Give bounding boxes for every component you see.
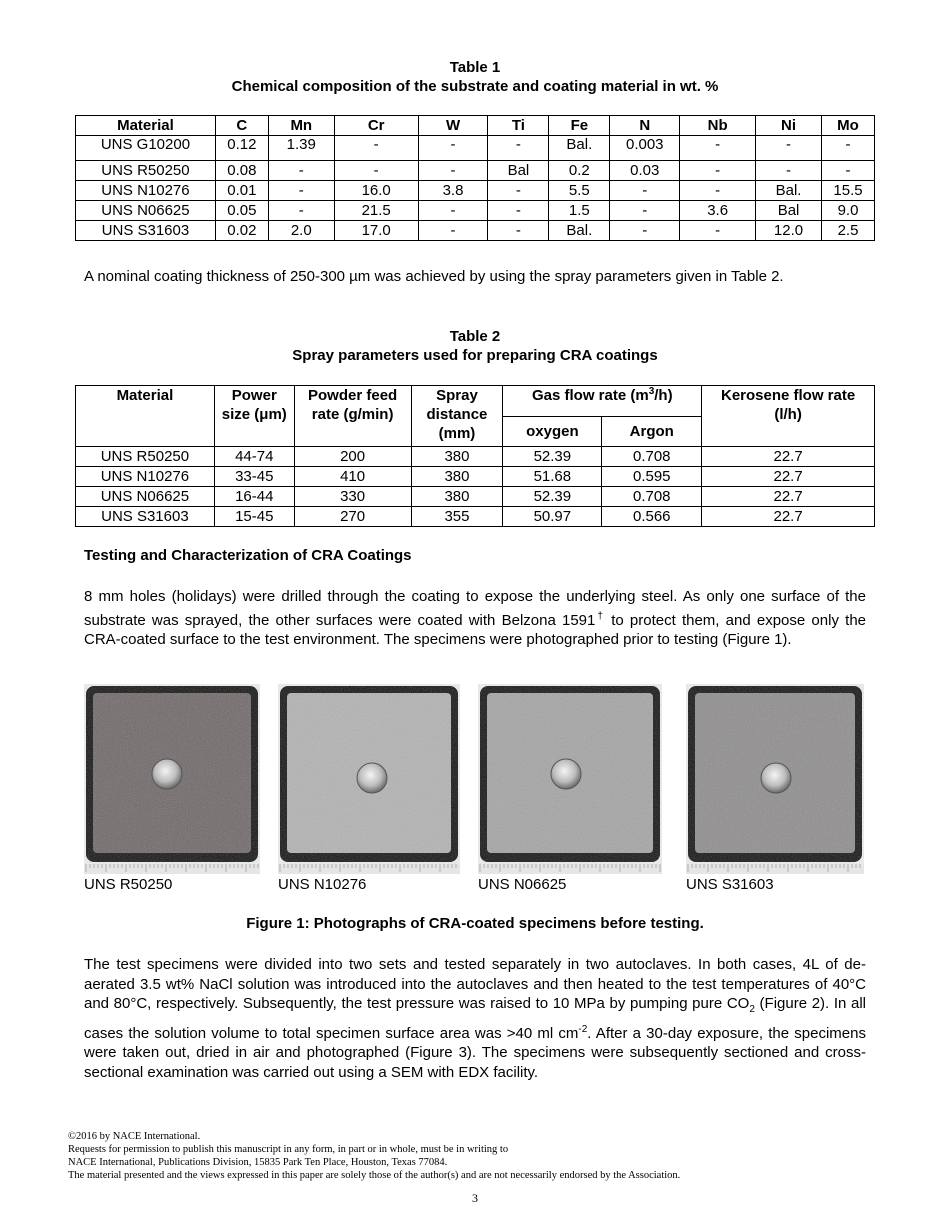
specimen-image xyxy=(84,684,260,874)
value-cell: - xyxy=(418,221,488,241)
value-cell: - xyxy=(821,161,874,181)
table2-header-material: Material xyxy=(76,386,215,447)
value-cell: - xyxy=(680,181,756,201)
value-cell: - xyxy=(418,161,488,181)
value-cell: 200 xyxy=(294,447,411,467)
table2-header-power-size: Power size (μm) xyxy=(214,386,294,447)
material-cell: UNS N06625 xyxy=(76,201,216,221)
specimen-image xyxy=(686,684,864,874)
value-cell: 16-44 xyxy=(214,487,294,507)
table1-header-row xyxy=(76,116,875,136)
table1-label: Table 1 xyxy=(449,59,501,76)
value-cell: 380 xyxy=(411,467,503,487)
value-cell: Bal xyxy=(756,201,822,221)
table-row xyxy=(76,221,875,241)
table-row xyxy=(76,181,875,201)
material-cell: UNS S31603 xyxy=(76,507,215,527)
value-cell: - xyxy=(334,136,418,161)
footer-line: NACE International, Publications Division, 15835 Park Ten Place, Houston, Texas 77084. xyxy=(68,1157,448,1168)
value-cell: 380 xyxy=(411,447,503,467)
value-cell: 0.708 xyxy=(602,447,702,467)
table1-header-cell: Cr xyxy=(334,116,418,136)
value-cell: - xyxy=(334,161,418,181)
footer-line: Requests for permission to publish this manuscript in any form, in part or in whole, must be in writing to xyxy=(68,1144,509,1155)
value-cell: 22.7 xyxy=(702,487,875,507)
material-cell: UNS S31603 xyxy=(76,221,216,241)
value-cell: 0.12 xyxy=(215,136,268,161)
table-row xyxy=(76,201,875,221)
value-cell: 3.6 xyxy=(680,201,756,221)
value-cell: 22.7 xyxy=(702,447,875,467)
value-cell: 21.5 xyxy=(334,201,418,221)
specimen-photo xyxy=(478,684,662,874)
value-cell: 1.39 xyxy=(268,136,334,161)
table1-header-cell: N xyxy=(610,116,680,136)
paragraph-test-procedure xyxy=(84,955,866,1082)
footer-line: ©2016 by NACE International. xyxy=(68,1131,201,1142)
table-row xyxy=(76,487,875,507)
value-cell: - xyxy=(488,136,549,161)
value-cell: - xyxy=(680,221,756,241)
paragraph-test-text-2: (Figure 2). In all cases the solution volume to total specimen surface area was >40 ml cm xyxy=(84,995,866,1042)
table2-title: Spray parameters used for preparing CRA coatings xyxy=(292,347,658,364)
gas-flow-label: Gas flow rate (m xyxy=(532,387,649,404)
value-cell: 380 xyxy=(411,487,503,507)
value-cell: 270 xyxy=(294,507,411,527)
table1-header-cell: Nb xyxy=(680,116,756,136)
value-cell: 44-74 xyxy=(214,447,294,467)
section-heading: Testing and Characterization of CRA Coatings xyxy=(84,547,412,564)
table1-header-cell: Ti xyxy=(488,116,549,136)
table1 xyxy=(75,115,875,241)
value-cell: - xyxy=(418,136,488,161)
value-cell: 9.0 xyxy=(821,201,874,221)
paragraph-holidays-text-2: to protect them, and expose only the CRA-coated surface to the test environment. The specimens were photographed prior to testing (Figure 1). xyxy=(84,611,866,648)
value-cell: - xyxy=(680,136,756,161)
table2-header-powder-feed: Powder feed rate (g/min) xyxy=(294,386,411,447)
table1-header-cell: W xyxy=(418,116,488,136)
value-cell: - xyxy=(610,221,680,241)
value-cell: 3.8 xyxy=(418,181,488,201)
value-cell: 17.0 xyxy=(334,221,418,241)
value-cell: - xyxy=(756,136,822,161)
value-cell: 5.5 xyxy=(549,181,610,201)
figure1-caption: Figure 1: Photographs of CRA-coated specimens before testing. xyxy=(246,915,704,932)
value-cell: 52.39 xyxy=(503,447,602,467)
material-cell: UNS N10276 xyxy=(76,181,216,201)
material-cell: UNS R50250 xyxy=(76,447,215,467)
table2-header-gas-flow xyxy=(503,386,702,417)
value-cell: 0.566 xyxy=(602,507,702,527)
value-cell: 0.708 xyxy=(602,487,702,507)
value-cell: 2.0 xyxy=(268,221,334,241)
co2-subscript: 2 xyxy=(749,1004,755,1015)
table1-title: Chemical composition of the substrate and coating material in wt. % xyxy=(231,78,719,95)
copyright-footer xyxy=(68,1130,888,1182)
value-cell: - xyxy=(610,201,680,221)
specimen-label: UNS N06625 xyxy=(478,876,567,893)
table2-header-oxygen: oxygen xyxy=(503,417,602,447)
value-cell: Bal. xyxy=(549,221,610,241)
value-cell: - xyxy=(680,161,756,181)
table1-header-cell: Mo xyxy=(821,116,874,136)
specimen-photo xyxy=(686,684,864,874)
value-cell: - xyxy=(756,161,822,181)
specimen-label: UNS S31603 xyxy=(686,876,774,893)
value-cell: 33-45 xyxy=(214,467,294,487)
value-cell: 51.68 xyxy=(503,467,602,487)
value-cell: 0.01 xyxy=(215,181,268,201)
value-cell: 0.595 xyxy=(602,467,702,487)
paragraph-coating-thickness: A nominal coating thickness of 250-300 µm was achieved by using the spray parameters given in Table 2. xyxy=(84,268,784,285)
material-cell: UNS N10276 xyxy=(76,467,215,487)
value-cell: 50.97 xyxy=(503,507,602,527)
value-cell: 2.5 xyxy=(821,221,874,241)
unit-superscript: -2 xyxy=(578,1023,588,1035)
material-cell: UNS G10200 xyxy=(76,136,216,161)
value-cell: 1.5 xyxy=(549,201,610,221)
specimen-image xyxy=(278,684,460,874)
specimen-label: UNS R50250 xyxy=(84,876,173,893)
table2-header-spray-distance: Spray distance (mm) xyxy=(411,386,503,447)
dagger-footnote-mark: † xyxy=(595,610,605,622)
table-row xyxy=(76,467,875,487)
value-cell: 22.7 xyxy=(702,467,875,487)
table1-header-cell: Material xyxy=(76,116,216,136)
value-cell: 12.0 xyxy=(756,221,822,241)
page-number: 3 xyxy=(472,1191,478,1205)
footer-line: The material presented and the views expressed in this paper are solely those of the author(s) and are not necessarily endorsed by the Association. xyxy=(68,1170,681,1181)
value-cell: 15.5 xyxy=(821,181,874,201)
paragraph-holidays xyxy=(84,587,866,650)
gas-flow-unit: /h) xyxy=(654,387,673,404)
value-cell: - xyxy=(268,161,334,181)
table-row xyxy=(76,161,875,181)
value-cell: 0.003 xyxy=(610,136,680,161)
value-cell: 16.0 xyxy=(334,181,418,201)
table2-label: Table 2 xyxy=(449,328,501,345)
paragraph-test-text-1: The test specimens were divided into two sets and tested separately in two autoclaves. In both cases, 4L of de-aerated 3.5 wt% NaCl solution was introduced into the autoclaves and then heated to the test temperatures of 40°C and 80°C, respectively. Subsequently, the test pressure was raised to 10 MPa by pumping pure CO xyxy=(84,956,866,1012)
material-cell: UNS N06625 xyxy=(76,487,215,507)
value-cell: - xyxy=(488,181,549,201)
table1-header-cell: C xyxy=(215,116,268,136)
value-cell: 0.02 xyxy=(215,221,268,241)
value-cell: 330 xyxy=(294,487,411,507)
specimen-label: UNS N10276 xyxy=(278,876,367,893)
paragraph-test-text-3: . After a 30-day exposure, the specimens were taken out, dried in air and photographed (Figure 3). The specimens were subsequently sectioned and cross-sectional examination was carried out using a SEM with EDX facility. xyxy=(84,1024,866,1081)
value-cell: - xyxy=(488,201,549,221)
table2 xyxy=(75,385,875,527)
material-cell: UNS R50250 xyxy=(76,161,216,181)
value-cell: 0.05 xyxy=(215,201,268,221)
specimen-photo xyxy=(84,684,260,874)
paragraph-holidays-text-1: 8 mm holes (holidays) were drilled through the coating to expose the underlying steel. As only one surface of the substrate was sprayed, the other surfaces were coated with Belzona 1591 xyxy=(84,588,866,629)
value-cell: 0.08 xyxy=(215,161,268,181)
table2-header-argon: Argon xyxy=(602,417,702,447)
value-cell: Bal. xyxy=(756,181,822,201)
gas-flow-superscript: 3 xyxy=(648,386,655,397)
value-cell: - xyxy=(268,181,334,201)
specimen-image xyxy=(478,684,662,874)
value-cell: 22.7 xyxy=(702,507,875,527)
value-cell: 52.39 xyxy=(503,487,602,507)
table1-header-cell: Fe xyxy=(549,116,610,136)
value-cell: 0.03 xyxy=(610,161,680,181)
table-row xyxy=(76,447,875,467)
value-cell: 0.2 xyxy=(549,161,610,181)
value-cell: - xyxy=(821,136,874,161)
value-cell: Bal xyxy=(488,161,549,181)
value-cell: - xyxy=(488,221,549,241)
table1-header-cell: Mn xyxy=(268,116,334,136)
value-cell: - xyxy=(418,201,488,221)
value-cell: Bal. xyxy=(549,136,610,161)
value-cell: 15-45 xyxy=(214,507,294,527)
table2-header-kerosene: Kerosene flow rate (l/h) xyxy=(702,386,875,447)
table-row xyxy=(76,507,875,527)
value-cell: 355 xyxy=(411,507,503,527)
value-cell: - xyxy=(610,181,680,201)
value-cell: - xyxy=(268,201,334,221)
specimen-photo xyxy=(278,684,460,874)
value-cell: 410 xyxy=(294,467,411,487)
table-row xyxy=(76,136,875,161)
table1-header-cell: Ni xyxy=(756,116,822,136)
